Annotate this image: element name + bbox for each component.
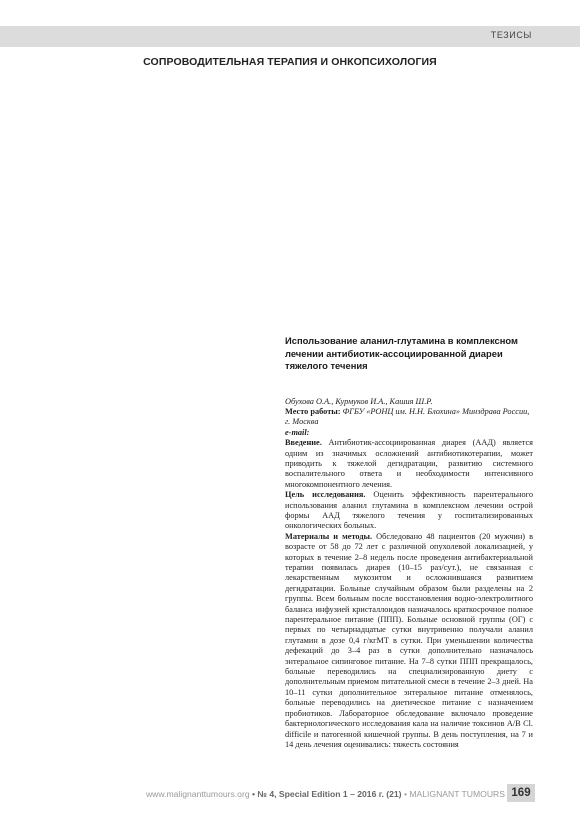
footer-issue: № 4, Special Edition 1 – 2016 г. (21) [257,789,402,799]
workplace [285,407,533,428]
intro-paragraph [285,438,533,490]
methods-text: Обследовано 48 пациентов (20 мужчин) в возрасте от 58 до 72 лет с различной опухолевой локализацией, у которых в течение 2–8 недель после проведения антибактериальной терапии появилась диарея (10–15 раз/сут.), не связанная с лекарственным мукозитом и осложнившаяся развитием дегидратации. Больные случайным образом были разделены на 2 группы. Всем больным после восстановления водно-электролитного баланса инфузией кристаллоидов назначалось краткосрочное полное парентеральное питание (ППП). Больные основной группы (ОГ) с первых по четырнадцатые сутки внутривенно получали аланил глутамин в дозе 0,4 г/кгМТ в сутки. При уменьшении количества дефекаций до 3–4 раз в сутки дополнительно назначалось энтеральное сипинговое питание. На 7–8 сутки ППП прекращалось, больные переводились на специализированную диету с дополнительным приемом питательной смеси в течение 2–3 дней. На 10–11 сутки дополнительное энтеральное питание отменялось, больные переводились на диетическое питание с назначением пробиотиков. Лабораторное обследование включало проведение бактериологического исследования кала на наличие токсинов A/B Cl. difficile и патогенной кишечной группы. В день поступления, на 7 и 14 день лечения оценивались: тяжесть состояния [285,531,533,749]
email [285,428,533,438]
aim-text: Оценить эффективность парентерального использования аланил глутамина в комплексном лечении острой формы ААД тяжелого течения у госпитализированных онкологических больных. [285,490,533,531]
workplace-label: Место работы: [285,406,341,416]
intro-label: Введение. [285,438,322,448]
email-label: e-mail: [285,427,310,437]
methods-label: Материалы и методы. [285,531,373,541]
top-header-bar [0,26,580,47]
footer-site[interactable]: www.malignanttumours.org [145,789,250,799]
aim-label: Цель исследования. [285,490,366,500]
authors: Обухова О.А., Курмуков И.А., Кашия Ш.Р. [285,396,433,406]
workplace-value: ФГБУ «РОНЦ им. Н.Н. Блохина» Минздрава России, г. Москва [285,406,530,427]
footer-journal: MALIGNANT TUMOURS [409,789,505,799]
article [285,335,533,750]
article-title: Использование аланил-глутамина в комплексном лечении антибиотик-ассоциированной диареи тяжелого течения [285,335,518,371]
section-title: СОПРОВОДИТЕЛЬНАЯ ТЕРАПИЯ И ОНКОПСИХОЛОГИЯ [143,56,437,68]
page-number: 169 [507,784,535,802]
page-footer: www.malignanttumours.org • № 4, Special Edition 1 – 2016 г. (21) • MALIGNANT TUMOURS [145,789,505,799]
section-label: ТЕЗИСЫ [490,30,532,40]
methods-paragraph [285,532,533,751]
intro-text: Антибиотик-ассоциированная диарея (ААД) является одним из значимых осложнений антибиотикотерапии, может приводить к тяжелой дегидратации, развитию системного воспалительного ответа и необходимости интенсивного многокомпонентного лечения. [285,438,533,489]
aim-paragraph [285,490,533,532]
